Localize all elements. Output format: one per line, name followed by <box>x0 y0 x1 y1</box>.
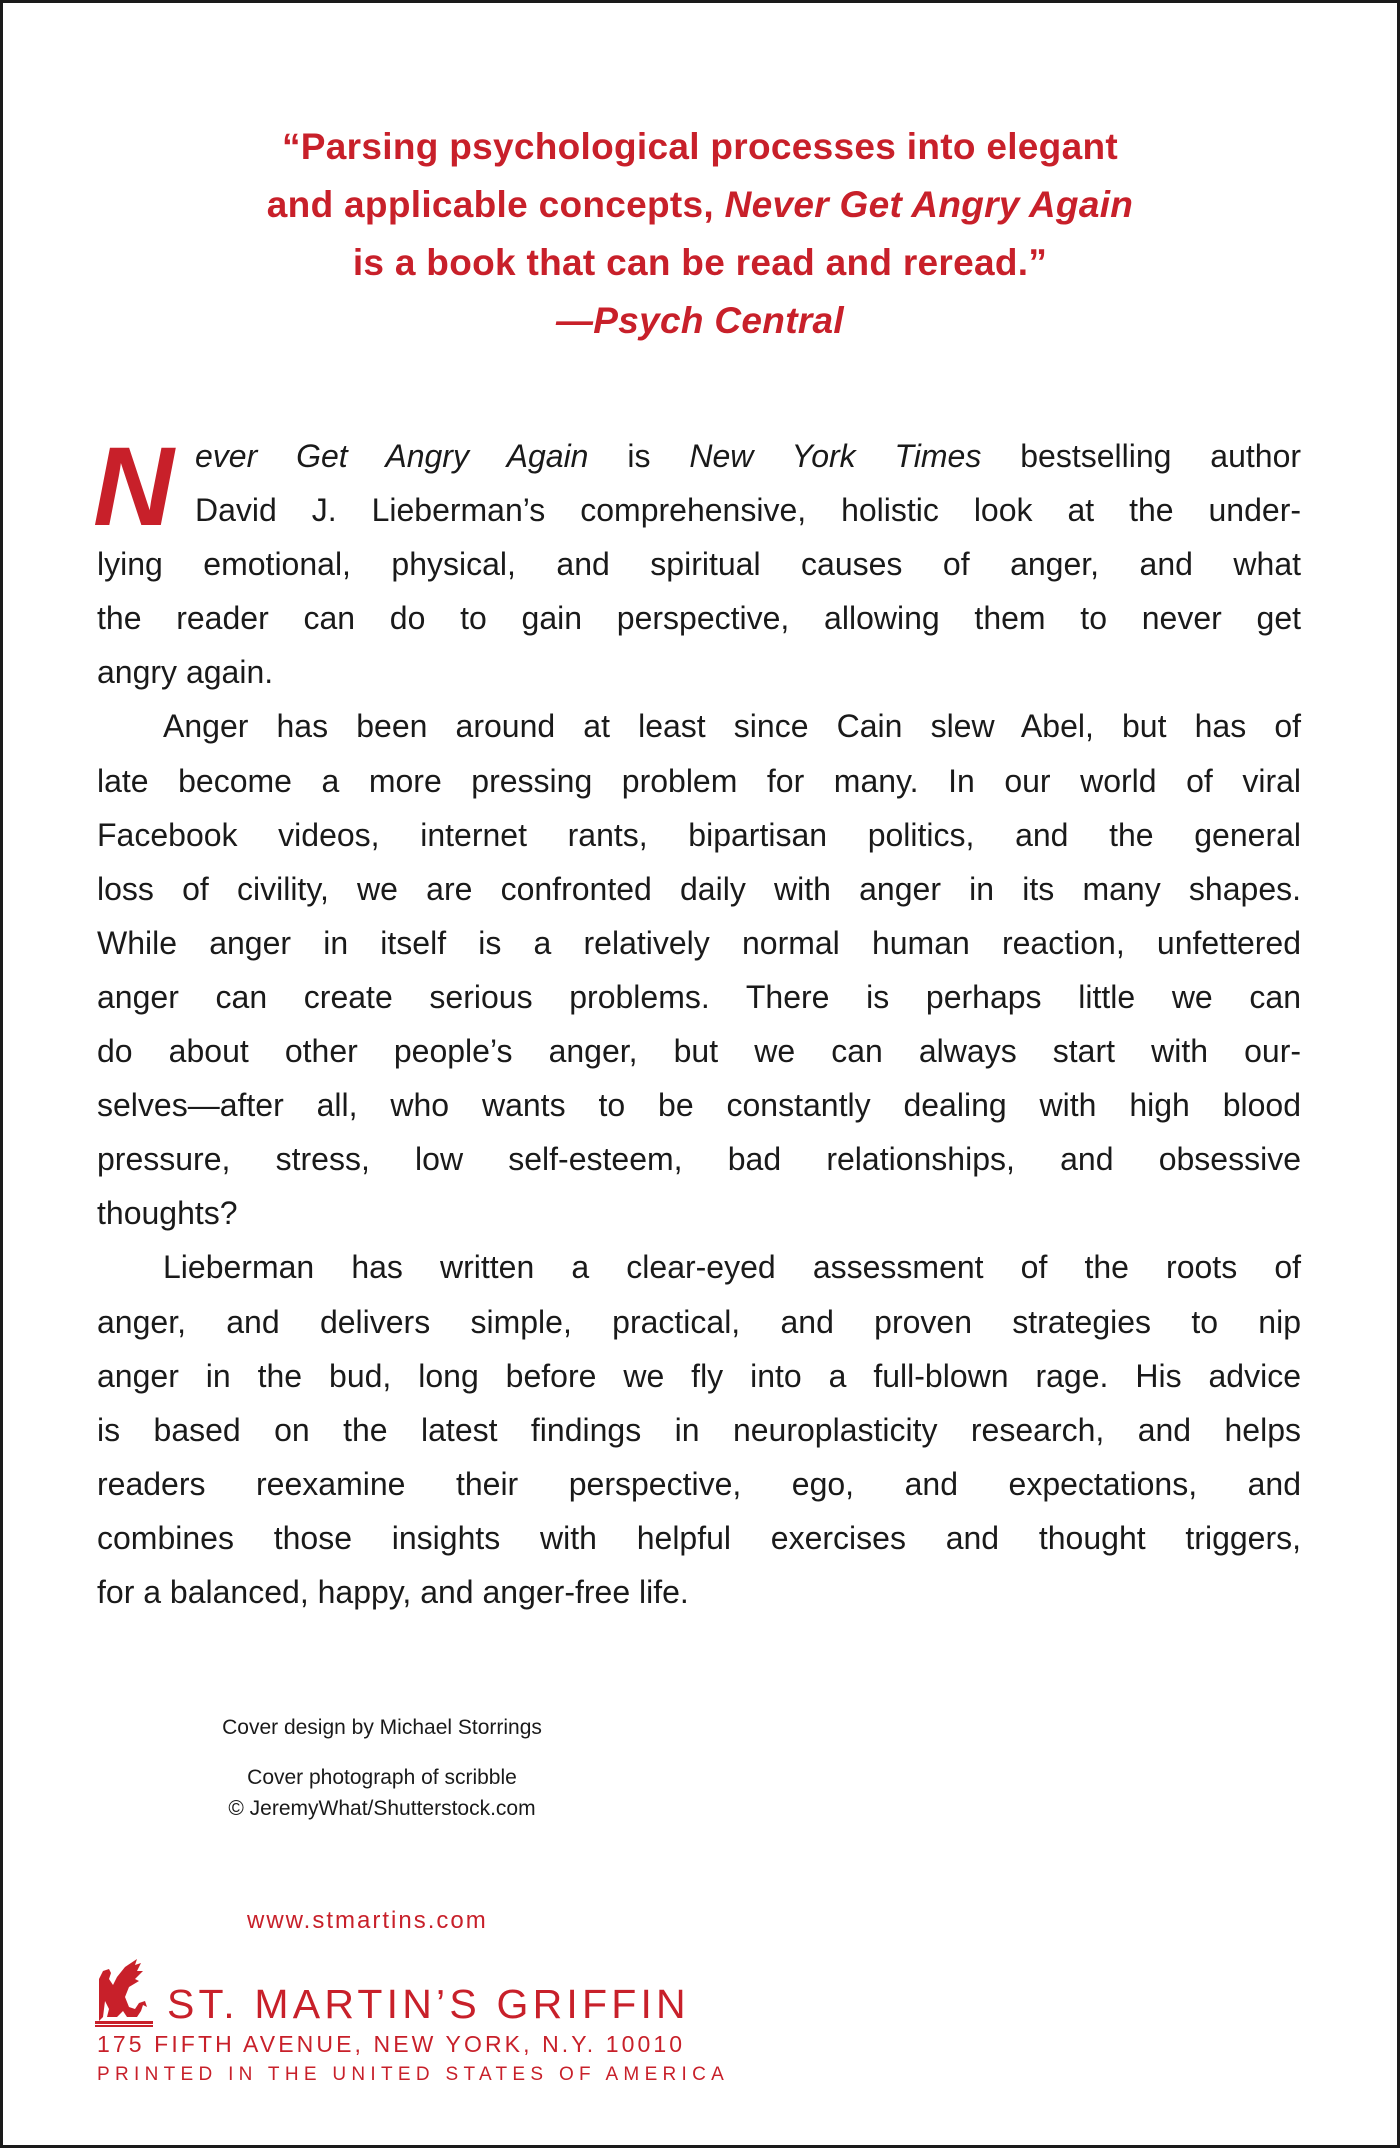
body-line: Facebook videos, internet rants, bipartisan politics, and the general <box>97 816 1301 853</box>
body-line: late become a more pressing problem for many. In our world of viral <box>97 762 1301 799</box>
body-line: is based on the latest findings in neuroplasticity research, and helps <box>97 1411 1301 1448</box>
body-line: anger can create serious problems. There is perhaps little we can <box>97 978 1301 1015</box>
drop-cap: N <box>93 424 174 549</box>
body-line: selves—after all, who wants to be constantly dealing with high blood <box>97 1087 1301 1124</box>
body-line: readers reexamine their perspective, ego, and expectations, and <box>97 1465 1301 1502</box>
quote-line: “Parsing psychological processes into elegant <box>282 126 1118 167</box>
publisher-name: ST. MARTIN’S GRIFFIN <box>167 1981 690 2027</box>
body-line: for a balanced, happy, and anger-free life. <box>97 1573 689 1610</box>
attribution-text: —Psych Central <box>556 300 844 341</box>
body-line: anger, and delivers simple, practical, and proven strategies to nip <box>97 1303 1301 1340</box>
review-quote <box>0 118 1400 350</box>
publication-name: New York Times <box>689 438 982 474</box>
book-description <box>93 424 1302 1619</box>
cover-photo-credit: Cover photograph of scribble <box>247 1766 517 1789</box>
publisher-address: 175 FIFTH AVENUE, NEW YORK, N.Y. 10010 <box>97 2031 686 2057</box>
body-line: Lieberman has written a clear-eyed assessment of the roots of <box>163 1249 1301 1286</box>
body-line: thoughts? <box>97 1195 238 1232</box>
cover-design-credit: Cover design by Michael Storrings <box>222 1716 542 1739</box>
body-line: anger in the bud, long before we fly into a full-blown rage. His advice <box>97 1357 1301 1394</box>
body-line <box>97 429 1301 483</box>
body-line: pressure, stress, low self-esteem, bad relationships, and obsessive <box>97 1141 1301 1178</box>
body-text: bestselling author <box>981 438 1302 474</box>
quote-book-title: Never Get Angry Again <box>724 184 1134 225</box>
quote-line: is a book that can be read and reread.” <box>352 242 1048 283</box>
photo-copyright: © JeremyWhat/Shutterstock.com <box>228 1797 536 1820</box>
quote-attribution <box>0 292 1400 350</box>
body-line: While anger in itself is a relatively normal human reaction, unfettered <box>97 924 1301 961</box>
body-line: lying emotional, physical, and spiritual causes of anger, and what <box>97 546 1301 583</box>
body-line: Anger has been around at least since Cain slew Abel, but has of <box>163 708 1301 745</box>
quote-text: and applicable concepts, <box>266 184 725 225</box>
book-title: ever Get Angry Again <box>195 438 589 474</box>
body-line: loss of civility, we are confronted daily with anger in its many shapes. <box>97 870 1301 907</box>
printed-in: PRINTED IN THE UNITED STATES OF AMERICA <box>97 2064 730 2085</box>
quote-line <box>0 176 1400 234</box>
griffin-icon <box>95 1957 153 2027</box>
publisher-url[interactable]: www.stmartins.com <box>247 1907 488 1934</box>
body-line: angry again. <box>97 654 274 691</box>
body-line: combines those insights with helpful exercises and thought triggers, <box>97 1519 1301 1556</box>
body-text: is <box>588 438 690 474</box>
body-line: do about other people’s anger, but we can always start with our- <box>97 1033 1301 1070</box>
body-line: the reader can do to gain perspective, allowing them to never get <box>97 600 1301 637</box>
body-line: David J. Lieberman’s comprehensive, holistic look at the under- <box>195 492 1301 529</box>
